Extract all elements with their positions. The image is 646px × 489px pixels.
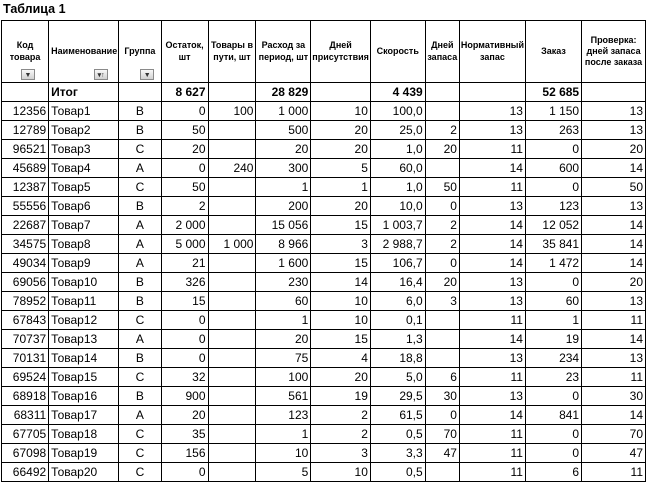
cell-name[interactable]: Товар4	[49, 159, 119, 178]
cell-name[interactable]: Товар11	[49, 292, 119, 311]
cell-usage[interactable]: 230	[256, 273, 311, 292]
cell-days-stock[interactable]: 50	[425, 178, 459, 197]
cell-transit[interactable]	[208, 273, 256, 292]
cell-usage[interactable]: 60	[256, 292, 311, 311]
cell-check[interactable]: 11	[582, 368, 646, 387]
header-code[interactable]: Код товара ▼	[2, 21, 49, 83]
cell-days-stock[interactable]: 30	[425, 387, 459, 406]
cell-days-present[interactable]: 15	[311, 330, 371, 349]
cell-group[interactable]: C	[119, 178, 161, 197]
cell-name[interactable]: Товар5	[49, 178, 119, 197]
cell-code[interactable]: 67098	[2, 444, 49, 463]
cell-days-stock[interactable]: 2	[425, 121, 459, 140]
cell-stock[interactable]: 0	[161, 349, 208, 368]
header-group[interactable]: Группа ▼	[119, 21, 161, 83]
cell-speed[interactable]: 2 988,7	[370, 235, 425, 254]
cell-days-present[interactable]: 5	[311, 159, 371, 178]
cell-name[interactable]: Товар15	[49, 368, 119, 387]
cell-usage[interactable]: 8 966	[256, 235, 311, 254]
total-days-cell[interactable]	[311, 83, 371, 102]
cell-speed[interactable]: 0,5	[370, 425, 425, 444]
cell-check[interactable]: 13	[582, 102, 646, 121]
cell-days-present[interactable]: 20	[311, 197, 371, 216]
cell-order[interactable]: 60	[525, 292, 581, 311]
cell-order[interactable]: 23	[525, 368, 581, 387]
header-norm: Нормативный запас	[459, 21, 525, 83]
cell-transit[interactable]	[208, 330, 256, 349]
cell-group[interactable]: B	[119, 387, 161, 406]
cell-group[interactable]: B	[119, 273, 161, 292]
cell-usage[interactable]: 20	[256, 140, 311, 159]
cell-check[interactable]: 13	[582, 121, 646, 140]
cell-order[interactable]: 1	[525, 311, 581, 330]
cell-norm[interactable]: 14	[459, 216, 525, 235]
cell-usage[interactable]: 300	[256, 159, 311, 178]
cell-days-stock[interactable]: 0	[425, 406, 459, 425]
cell-days-stock[interactable]	[425, 349, 459, 368]
cell-transit[interactable]: 1 000	[208, 235, 256, 254]
cell-usage[interactable]: 1	[256, 178, 311, 197]
cell-check[interactable]: 13	[582, 349, 646, 368]
cell-stock[interactable]: 20	[161, 140, 208, 159]
cell-transit[interactable]	[208, 387, 256, 406]
inventory-table	[1, 20, 646, 482]
cell-transit[interactable]	[208, 311, 256, 330]
table-row	[2, 102, 646, 121]
cell-transit[interactable]: 100	[208, 102, 256, 121]
cell-speed[interactable]: 1,0	[370, 178, 425, 197]
cell-days-stock[interactable]	[425, 463, 459, 482]
cell-code[interactable]: 12356	[2, 102, 49, 121]
cell-days-present[interactable]: 10	[311, 311, 371, 330]
cell-check[interactable]: 20	[582, 273, 646, 292]
cell-transit[interactable]	[208, 444, 256, 463]
cell-name[interactable]: Товар1	[49, 102, 119, 121]
cell-group[interactable]: A	[119, 254, 161, 273]
dropdown-arrow-icon[interactable]: ▼	[21, 69, 35, 80]
cell-order[interactable]: 0	[525, 425, 581, 444]
table-row	[2, 387, 646, 406]
cell-usage[interactable]: 1	[256, 425, 311, 444]
cell-transit[interactable]	[208, 368, 256, 387]
cell-group[interactable]: B	[119, 197, 161, 216]
cell-name[interactable]: Товар6	[49, 197, 119, 216]
cell-group[interactable]: B	[119, 349, 161, 368]
cell-code[interactable]: 70131	[2, 349, 49, 368]
cell-check[interactable]: 14	[582, 159, 646, 178]
cell-speed[interactable]: 1,3	[370, 330, 425, 349]
cell-name[interactable]: Товар13	[49, 330, 119, 349]
cell-name[interactable]: Товар9	[49, 254, 119, 273]
sheet-title: Таблица 1	[3, 2, 66, 16]
cell-usage[interactable]: 561	[256, 387, 311, 406]
cell-speed[interactable]: 10,0	[370, 197, 425, 216]
cell-norm[interactable]: 14	[459, 330, 525, 349]
header-usage: Расход за период, шт	[256, 21, 311, 83]
cell-code[interactable]: 67843	[2, 311, 49, 330]
cell-name[interactable]: Товар14	[49, 349, 119, 368]
cell-days-present[interactable]: 10	[311, 463, 371, 482]
total-dstock-cell[interactable]	[425, 83, 459, 102]
cell-days-stock[interactable]: 70	[425, 425, 459, 444]
cell-order[interactable]: 123	[525, 197, 581, 216]
table-row	[2, 178, 646, 197]
cell-stock[interactable]: 15	[161, 292, 208, 311]
total-check-cell[interactable]	[582, 83, 646, 102]
cell-usage[interactable]: 10	[256, 444, 311, 463]
cell-norm[interactable]: 11	[459, 178, 525, 197]
cell-stock[interactable]: 50	[161, 178, 208, 197]
cell-group[interactable]: C	[119, 444, 161, 463]
cell-speed[interactable]: 0,1	[370, 311, 425, 330]
cell-order[interactable]: 1 150	[525, 102, 581, 121]
header-speed: Скорость	[370, 21, 425, 83]
cell-group[interactable]: B	[119, 121, 161, 140]
cell-code[interactable]: 68918	[2, 387, 49, 406]
table-row	[2, 292, 646, 311]
cell-group[interactable]: A	[119, 330, 161, 349]
cell-days-stock[interactable]: 2	[425, 216, 459, 235]
cell-name[interactable]: Товар10	[49, 273, 119, 292]
table-row	[2, 235, 646, 254]
cell-usage[interactable]: 20	[256, 330, 311, 349]
cell-group[interactable]: A	[119, 406, 161, 425]
cell-name[interactable]: Товар19	[49, 444, 119, 463]
cell-norm[interactable]: 13	[459, 349, 525, 368]
cell-check[interactable]: 13	[582, 197, 646, 216]
cell-check[interactable]: 50	[582, 178, 646, 197]
cell-code[interactable]: 68311	[2, 406, 49, 425]
header-days-present: Дней присутствия	[311, 21, 371, 83]
cell-days-stock[interactable]	[425, 102, 459, 121]
cell-norm[interactable]: 13	[459, 197, 525, 216]
cell-speed[interactable]: 106,7	[370, 254, 425, 273]
cell-usage[interactable]: 5	[256, 463, 311, 482]
table-row	[2, 311, 646, 330]
cell-transit[interactable]	[208, 425, 256, 444]
cell-speed[interactable]: 0,5	[370, 463, 425, 482]
header-row	[2, 21, 646, 83]
cell-check[interactable]: 14	[582, 330, 646, 349]
cell-days-present[interactable]: 20	[311, 368, 371, 387]
cell-name[interactable]: Товар17	[49, 406, 119, 425]
table-row	[2, 216, 646, 235]
cell-days-stock[interactable]	[425, 330, 459, 349]
cell-code[interactable]: 69524	[2, 368, 49, 387]
cell-check[interactable]: 30	[582, 387, 646, 406]
cell-days-present[interactable]: 3	[311, 235, 371, 254]
cell-check[interactable]: 14	[582, 254, 646, 273]
cell-usage[interactable]: 123	[256, 406, 311, 425]
cell-transit[interactable]	[208, 197, 256, 216]
cell-order[interactable]: 234	[525, 349, 581, 368]
cell-days-present[interactable]: 2	[311, 425, 371, 444]
cell-days-present[interactable]: 15	[311, 216, 371, 235]
cell-order[interactable]: 0	[525, 140, 581, 159]
total-norm-cell[interactable]	[459, 83, 525, 102]
cell-check[interactable]: 20	[582, 140, 646, 159]
cell-norm[interactable]: 13	[459, 102, 525, 121]
cell-norm[interactable]: 13	[459, 273, 525, 292]
table-row	[2, 121, 646, 140]
cell-order[interactable]: 841	[525, 406, 581, 425]
cell-order[interactable]: 35 841	[525, 235, 581, 254]
cell-transit[interactable]	[208, 178, 256, 197]
header-stock: Остаток, шт	[161, 21, 208, 83]
cell-days-stock[interactable]: 47	[425, 444, 459, 463]
cell-check[interactable]: 47	[582, 444, 646, 463]
cell-norm[interactable]: 14	[459, 159, 525, 178]
total-row	[2, 83, 646, 102]
cell-order[interactable]: 263	[525, 121, 581, 140]
table-row	[2, 140, 646, 159]
cell-group[interactable]: A	[119, 235, 161, 254]
total-stock[interactable]: 8 627	[161, 83, 208, 102]
cell-code[interactable]: 67705	[2, 425, 49, 444]
cell-name[interactable]: Товар8	[49, 235, 119, 254]
cell-code[interactable]: 12789	[2, 121, 49, 140]
total-label[interactable]: Итог	[49, 83, 119, 102]
cell-norm[interactable]: 11	[459, 444, 525, 463]
cell-stock[interactable]: 5 000	[161, 235, 208, 254]
table-row	[2, 444, 646, 463]
cell-speed[interactable]: 5,0	[370, 368, 425, 387]
cell-order[interactable]: 0	[525, 273, 581, 292]
cell-usage[interactable]: 1 000	[256, 102, 311, 121]
table-row	[2, 273, 646, 292]
table-row	[2, 330, 646, 349]
cell-usage[interactable]: 1	[256, 311, 311, 330]
cell-transit[interactable]	[208, 216, 256, 235]
cell-stock[interactable]: 156	[161, 444, 208, 463]
cell-days-present[interactable]: 20	[311, 121, 371, 140]
cell-check[interactable]: 14	[582, 216, 646, 235]
cell-stock[interactable]: 20	[161, 406, 208, 425]
cell-norm[interactable]: 11	[459, 311, 525, 330]
cell-speed[interactable]: 29,5	[370, 387, 425, 406]
cell-order[interactable]: 0	[525, 387, 581, 406]
cell-transit[interactable]	[208, 406, 256, 425]
cell-speed[interactable]: 6,0	[370, 292, 425, 311]
cell-transit[interactable]	[208, 121, 256, 140]
cell-days-present[interactable]: 10	[311, 102, 371, 121]
cell-check[interactable]: 14	[582, 235, 646, 254]
total-code-cell[interactable]	[2, 83, 49, 102]
cell-transit[interactable]	[208, 254, 256, 273]
cell-code[interactable]: 66492	[2, 463, 49, 482]
cell-days-stock[interactable]: 0	[425, 197, 459, 216]
cell-group[interactable]: A	[119, 159, 161, 178]
table-row	[2, 349, 646, 368]
cell-speed[interactable]: 100,0	[370, 102, 425, 121]
cell-days-stock[interactable]: 20	[425, 273, 459, 292]
cell-days-stock[interactable]: 6	[425, 368, 459, 387]
cell-stock[interactable]: 32	[161, 368, 208, 387]
cell-days-stock[interactable]: 0	[425, 254, 459, 273]
cell-code[interactable]: 34575	[2, 235, 49, 254]
table-row	[2, 197, 646, 216]
cell-group[interactable]: C	[119, 368, 161, 387]
cell-group[interactable]: C	[119, 463, 161, 482]
cell-speed[interactable]: 25,0	[370, 121, 425, 140]
cell-days-present[interactable]: 10	[311, 292, 371, 311]
cell-days-stock[interactable]: 3	[425, 292, 459, 311]
header-order: Заказ	[525, 21, 581, 83]
cell-stock[interactable]: 326	[161, 273, 208, 292]
table-row	[2, 463, 646, 482]
table-row	[2, 406, 646, 425]
cell-check[interactable]: 70	[582, 425, 646, 444]
total-group-cell[interactable]	[119, 83, 161, 102]
cell-norm[interactable]: 11	[459, 140, 525, 159]
table-row	[2, 368, 646, 387]
cell-transit[interactable]	[208, 140, 256, 159]
header-name[interactable]: Наименование ▾↑	[49, 21, 119, 83]
cell-transit[interactable]: 240	[208, 159, 256, 178]
cell-norm[interactable]: 11	[459, 463, 525, 482]
cell-group[interactable]: C	[119, 311, 161, 330]
cell-order[interactable]: 0	[525, 444, 581, 463]
cell-code[interactable]: 22687	[2, 216, 49, 235]
cell-days-present[interactable]: 4	[311, 349, 371, 368]
cell-stock[interactable]: 50	[161, 121, 208, 140]
cell-usage[interactable]: 15 056	[256, 216, 311, 235]
cell-group[interactable]: B	[119, 292, 161, 311]
cell-days-present[interactable]: 14	[311, 273, 371, 292]
table-row	[2, 254, 646, 273]
cell-stock[interactable]: 2	[161, 197, 208, 216]
header-transit: Товары в пути, шт	[208, 21, 256, 83]
cell-speed[interactable]: 3,3	[370, 444, 425, 463]
cell-norm[interactable]: 14	[459, 254, 525, 273]
cell-days-stock[interactable]: 20	[425, 140, 459, 159]
cell-code[interactable]: 12387	[2, 178, 49, 197]
cell-transit[interactable]	[208, 349, 256, 368]
cell-name[interactable]: Товар12	[49, 311, 119, 330]
header-check: Проверка: дней запаса после заказа	[582, 21, 646, 83]
total-speed[interactable]: 4 439	[370, 83, 425, 102]
cell-days-stock[interactable]	[425, 159, 459, 178]
header-days-stock: Дней запаса	[425, 21, 459, 83]
cell-usage[interactable]: 75	[256, 349, 311, 368]
cell-usage[interactable]: 200	[256, 197, 311, 216]
cell-name[interactable]: Товар20	[49, 463, 119, 482]
cell-stock[interactable]: 0	[161, 463, 208, 482]
table-row	[2, 159, 646, 178]
cell-check[interactable]: 11	[582, 463, 646, 482]
cell-check[interactable]: 14	[582, 406, 646, 425]
cell-code[interactable]: 78952	[2, 292, 49, 311]
cell-norm[interactable]: 11	[459, 368, 525, 387]
cell-days-present[interactable]: 1	[311, 178, 371, 197]
cell-stock[interactable]: 900	[161, 387, 208, 406]
cell-transit[interactable]	[208, 292, 256, 311]
cell-transit[interactable]	[208, 463, 256, 482]
cell-name[interactable]: Товар2	[49, 121, 119, 140]
cell-name[interactable]: Товар16	[49, 387, 119, 406]
cell-order[interactable]: 0	[525, 178, 581, 197]
cell-code[interactable]: 49034	[2, 254, 49, 273]
cell-stock[interactable]: 0	[161, 102, 208, 121]
cell-days-present[interactable]: 3	[311, 444, 371, 463]
cell-speed[interactable]: 61,5	[370, 406, 425, 425]
cell-days-stock[interactable]	[425, 311, 459, 330]
cell-group[interactable]: C	[119, 425, 161, 444]
cell-norm[interactable]: 14	[459, 406, 525, 425]
cell-stock[interactable]: 35	[161, 425, 208, 444]
total-transit-cell[interactable]	[208, 83, 256, 102]
cell-stock[interactable]: 0	[161, 311, 208, 330]
cell-days-present[interactable]: 2	[311, 406, 371, 425]
cell-speed[interactable]: 60,0	[370, 159, 425, 178]
cell-order[interactable]: 12 052	[525, 216, 581, 235]
cell-norm[interactable]: 13	[459, 387, 525, 406]
cell-group[interactable]: A	[119, 216, 161, 235]
cell-usage[interactable]: 100	[256, 368, 311, 387]
cell-days-present[interactable]: 20	[311, 140, 371, 159]
cell-stock[interactable]: 2 000	[161, 216, 208, 235]
cell-order[interactable]: 6	[525, 463, 581, 482]
total-order[interactable]: 52 685	[525, 83, 581, 102]
cell-code[interactable]: 45689	[2, 159, 49, 178]
cell-days-present[interactable]: 19	[311, 387, 371, 406]
dropdown-arrow-icon[interactable]: ▼	[140, 69, 154, 80]
cell-check[interactable]: 13	[582, 292, 646, 311]
cell-order[interactable]: 600	[525, 159, 581, 178]
cell-name[interactable]: Товар3	[49, 140, 119, 159]
cell-speed[interactable]: 1,0	[370, 140, 425, 159]
cell-speed[interactable]: 18,8	[370, 349, 425, 368]
cell-usage[interactable]: 1 600	[256, 254, 311, 273]
cell-speed[interactable]: 16,4	[370, 273, 425, 292]
cell-usage[interactable]: 500	[256, 121, 311, 140]
cell-stock[interactable]: 0	[161, 330, 208, 349]
cell-code[interactable]: 55556	[2, 197, 49, 216]
cell-name[interactable]: Товар7	[49, 216, 119, 235]
cell-group[interactable]: C	[119, 140, 161, 159]
cell-days-present[interactable]: 15	[311, 254, 371, 273]
cell-code[interactable]: 96521	[2, 140, 49, 159]
total-usage[interactable]: 28 829	[256, 83, 311, 102]
cell-speed[interactable]: 1 003,7	[370, 216, 425, 235]
cell-stock[interactable]: 21	[161, 254, 208, 273]
cell-code[interactable]: 70737	[2, 330, 49, 349]
cell-group[interactable]: B	[119, 102, 161, 121]
cell-norm[interactable]: 13	[459, 121, 525, 140]
cell-norm[interactable]: 13	[459, 292, 525, 311]
cell-days-stock[interactable]: 2	[425, 235, 459, 254]
cell-name[interactable]: Товар18	[49, 425, 119, 444]
cell-code[interactable]: 69056	[2, 273, 49, 292]
cell-check[interactable]: 11	[582, 311, 646, 330]
cell-order[interactable]: 19	[525, 330, 581, 349]
cell-stock[interactable]: 0	[161, 159, 208, 178]
cell-norm[interactable]: 11	[459, 425, 525, 444]
table-row	[2, 425, 646, 444]
cell-norm[interactable]: 14	[459, 235, 525, 254]
sort-filter-icon[interactable]: ▾↑	[94, 69, 108, 80]
cell-order[interactable]: 1 472	[525, 254, 581, 273]
